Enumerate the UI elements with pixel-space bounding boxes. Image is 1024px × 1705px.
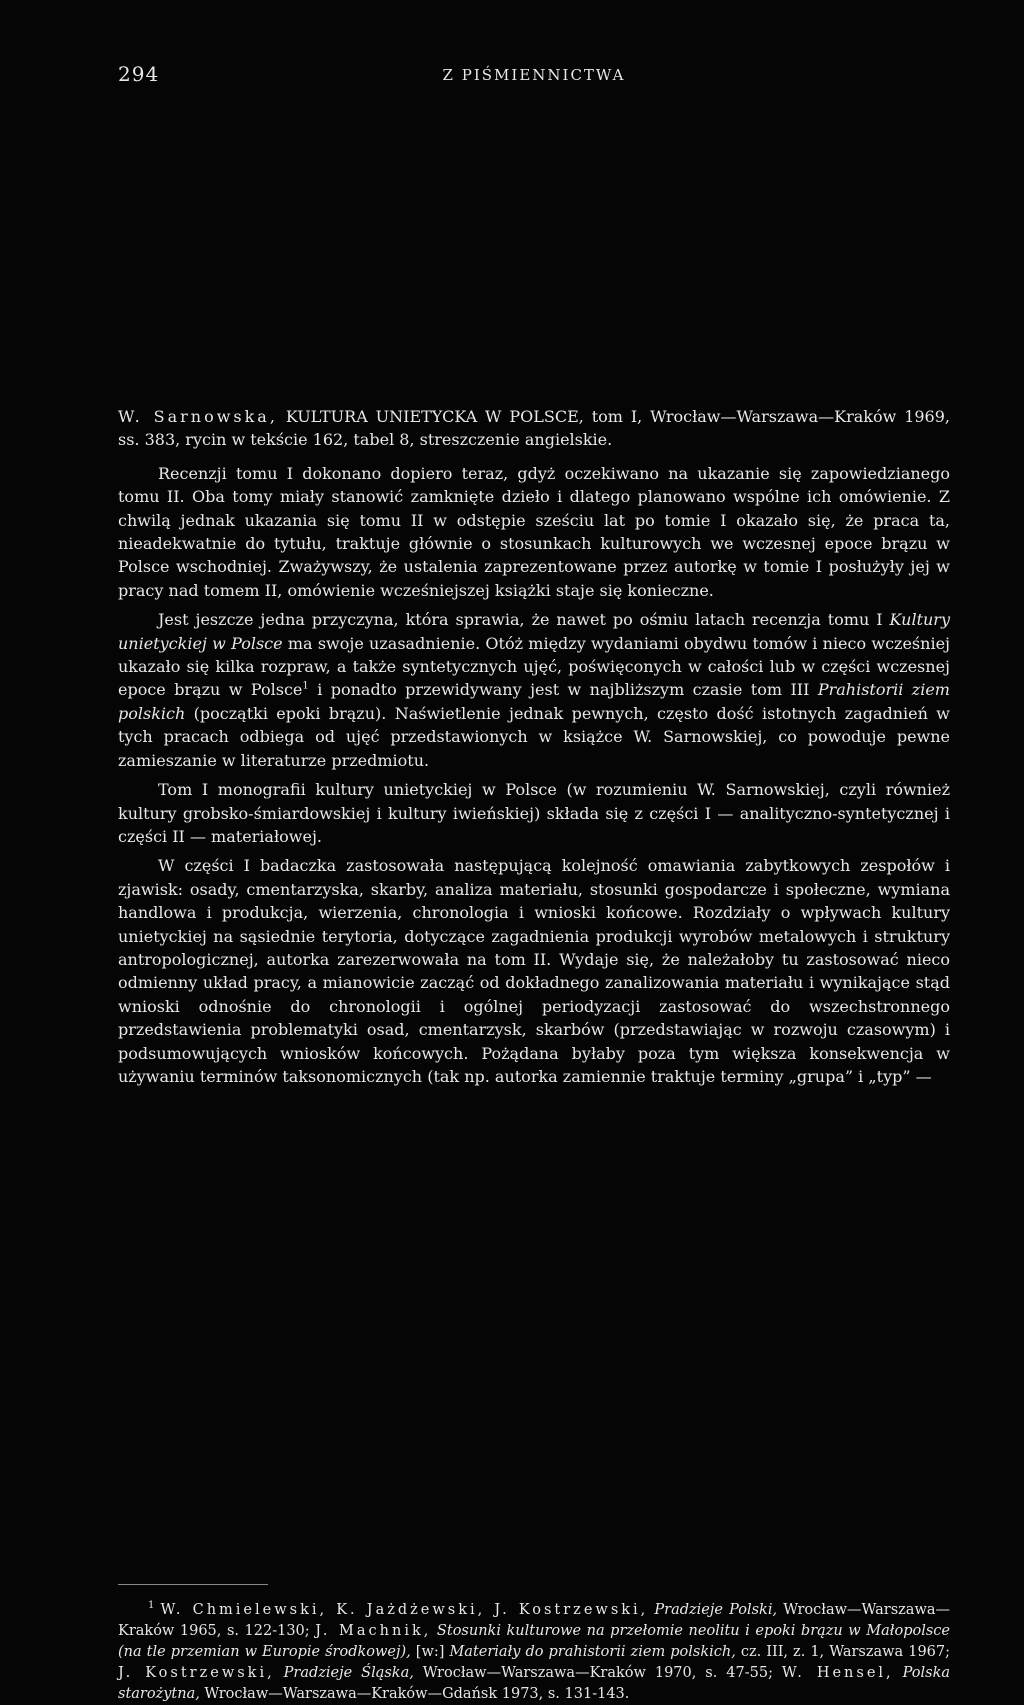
review-reference — [118, 405, 950, 452]
paragraph-3: Tom I monografii kultury unietyckiej w Polsce (w rozumieniu W. Sarnowskiej, czyli również kultury grobsko-śmiardowskiej i kultury iwieńskiej) składa się z części I — analityczno-syntetycznej i części II — materiałowej. — [118, 780, 950, 846]
footnote-marker: 1 — [148, 1600, 155, 1612]
review-author: W. Sarnowska, — [118, 407, 278, 426]
review-citation: KULTURA UNIETYCKA W POLSCE, tom I, Wrocław—Warszawa—Kraków 1969, ss. 383, rycin w tekście 162, tabel 8, streszczenie angielskie. — [118, 407, 951, 450]
footnote-ref: 1 — [302, 681, 309, 693]
paragraph-4: W części I badaczka zastosowała następującą kolejność omawiania zabytkowych zespołów i zjawisk: osady, cmentarzyska, skarby, analiza materiału, stosunki gospodarcze i społeczne, wymiana handlowa i produkcja, wierzenia, chronologia i wnioski końcowe. Rozdziały o wpływach kultury unietyckiej na sąsiednie terytoria, dotyczące zagadnienia produkcji wyrobów metalowych i struktury antropologicznej, autorka zarezerwowała na tom II. Wydaje się, że należałoby tu zastosować nieco odmienny układ pracy, a mianowicie zacząć od dokładnego zanalizowania materiału i wynikające stąd wnioski odnośnie do chronologii i ogólnej periodyzacji zastosować do wszechstronnego przedstawienia problematyki osad, cmentarzysk, skarbów (przedstawiając w rozwoju czasowym) i podsumowujących wniosków końcowych. Pożądana byłaby poza tym większa konsekwencja w używaniu terminów taksonomicznych (tak np. autorka zamiennie traktuje terminy „grupa” i „typ” — — [118, 856, 950, 1086]
paragraph-1: Recenzji tomu I dokonano dopiero teraz, gdyż oczekiwano na ukazanie się zapowiedzianego tomu II. Oba tomy miały stanowić zamknięte dzieło i dlatego planowano wspólne ich omówienie. Z chwilą jednak ukazania się tomu II w odstępie sześciu lat po tomie I okazało się, że praca ta, nieadekwatnie do tytułu, traktuje głównie o stosunkach kulturowych we wczesnej epoce brązu w Polsce wschodniej. Zważywszy, że ustalenia zaprezentowane przez autorkę w tomie I posłużyły jej w pracy nad tomem II, omówienie wcześniejszej książki staje się konieczne. — [118, 463, 950, 600]
running-head: Z PIŚMIENNICTWA — [442, 66, 626, 84]
series-title: Prahistorii ziem polskich — [118, 680, 950, 723]
review-body — [118, 405, 950, 1094]
footnotes — [118, 1600, 950, 1705]
page-header — [118, 62, 950, 92]
footnote-divider — [118, 1584, 268, 1585]
paragraph-2: Jest jeszcze jedna przyczyna, która sprawia, że nawet po ośmiu latach recenzja tomu I Kultury unietyckiej w Polsce ma swoje uzasadnienie. Otóż między wydaniami obydwu tomów i nieco wcześniej ukazało się kilka rozpraw, a także syntetycznych ujęć, poświęconych w całości lub w części wczesnej epoce brązu w Polsce$^1$ i ponadto przewidywany jest w najbliższym czasie tom III Prahistorii ziem polskich (początki epoki brązu). Naświetlenie jednak pewnych, często dość istotnych zagadnień w tych pracach odbiega od ujęć przedstawionych w książce W. Sarnowskiej, co powoduje pewne zamieszanie w literaturze przedmiotu. — [118, 610, 950, 770]
page-number: 294 — [118, 62, 160, 86]
book-title: Kultury unietyckiej w Polsce — [118, 610, 950, 653]
footnote-1: $^1$ W. Chmielewski, K. Jażdżewski, J. Kostrzewski, Pradzieje Polski, Wrocław—Warszawa—Kraków 1965, s. 122-130; J. Machnik, Stosunki kulturowe na przełomie neolitu i epoki brązu w Małopolsce (na tle przemian w Europie środkowej), [w:] Materiały do prahistorii ziem polskich, cz. III, z. 1, Warszawa 1967; J. Kostrzewski, Pradzieje Śląska, Wrocław—Warszawa—Kraków 1970, s. 47-55; W. Hensel, Polska starożytna, Wrocław—Warszawa—Kraków—Gdańsk 1973, s. 131-143. — [118, 1600, 951, 1702]
